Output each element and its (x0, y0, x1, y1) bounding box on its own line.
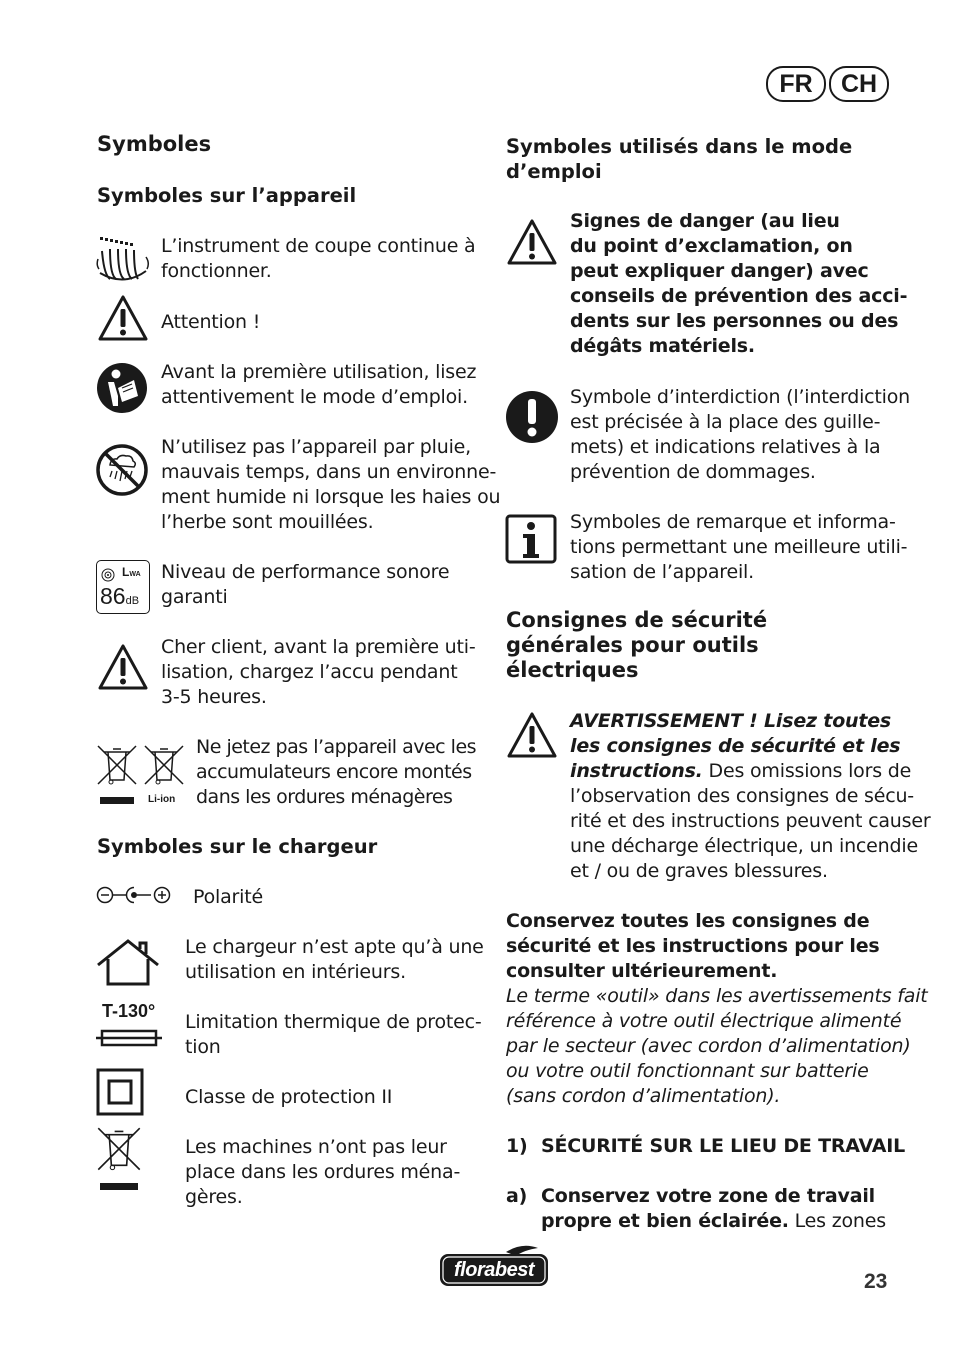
warning-triangle-icon (506, 711, 558, 759)
weee-battery-icon (96, 744, 188, 808)
lang-badge-fr: FR (766, 66, 826, 102)
section-title: Symboles (97, 132, 212, 156)
polarity-icon (96, 884, 176, 906)
charger-item-3-text: Limitation thermique de protec- tion (185, 1011, 482, 1058)
item-a-text: a) Conservez votre zone de travail propre et bien éclairée. Les zones (506, 1185, 886, 1232)
weee-icon (96, 1126, 144, 1192)
prohibition-symbol-text: Symbole d’interdiction (l’interdiction est précisée à la place des guille- mets) et indications relatives à la prévention de dommages. (570, 386, 911, 483)
device-symbols-heading: Symboles sur l’appareil (97, 184, 357, 207)
term-definition-text: Le terme «outil» dans les avertissements fait référence à votre outil électrique alimenté par le secteur (avec cordon d’alimentation) ou votre outil fonctionnant sur batterie (sans cordon d’alimentation). (506, 985, 928, 1107)
device-item-6-text: Cher client, avant la première uti- lisation, chargez l’accu pendant 3-5 heures. (161, 636, 476, 708)
device-item-5-text: Niveau de performance sonore garanti (161, 561, 450, 608)
page-number: 23 (864, 1270, 888, 1293)
info-symbol-text: Symboles de remarque et informa- tions permettant une meilleure utili- sation de l’appareil. (570, 511, 908, 583)
warning-triangle-icon (97, 294, 149, 342)
cutting-blade-icon (96, 235, 152, 287)
thermal-fuse-label: T-130° (102, 1001, 156, 1021)
protection-class-2-icon (96, 1068, 144, 1116)
section-1-heading: 1) SÉCURITÉ SUR LE LIEU DE TRAVAIL (506, 1135, 906, 1157)
manual-symbols-heading: Symboles utilisés dans le mode d’emploi (506, 135, 853, 183)
warning-triangle-icon (97, 643, 149, 691)
device-item-7-text: Ne jetez pas l’appareil avec les accumulateurs encore montés dans les ordures ménagères (196, 736, 477, 808)
lang-badge-ch: CH (829, 66, 889, 102)
danger-symbol-text: Signes de danger (au lieu du point d’exclamation, on peut expliquer danger) avec conseils de prévention des acci- dents sur les personnes ou des dégâts matériels. (570, 210, 908, 357)
read-manual-icon (96, 362, 148, 414)
charger-item-1-text: Polarité (193, 886, 263, 908)
device-item-4-text: N’utilisez pas l’appareil par pluie, mauvais temps, dans un environne- ment humide ni lorsque les haies ou l’herbe sont mouillées. (161, 436, 501, 533)
device-item-2-text: Attention ! (161, 311, 261, 333)
indoor-house-icon (96, 937, 160, 987)
brand-logo: florabest (438, 1244, 550, 1288)
safety-heading: Consignes de sécurité générales pour outils électriques (506, 608, 768, 682)
prohibition-icon (506, 391, 558, 443)
charger-item-5-text: Les machines n’ont pas leur place dans les ordures ména- gères. (185, 1136, 461, 1208)
liion-label: Li-ion (148, 794, 176, 805)
sound-level-icon: LWA 86dB (96, 560, 150, 614)
charger-item-2-text: Le chargeur n’est apte qu’à une utilisation en intérieurs. (185, 936, 484, 983)
warning-text: AVERTISSEMENT ! Lisez toutes les consignes de sécurité et les instructions. Des omissions lors de l’observation des consignes de sécu- rité et des instructions peuvent causer une décharge électrique, un incendie et / ou de graves blessures. (570, 710, 931, 882)
charger-symbols-heading: Symboles sur le chargeur (97, 835, 378, 858)
device-item-3-text: Avant la première utilisation, lisez attentivement le mode d’emploi. (161, 361, 477, 408)
keep-instructions-text: Conservez toutes les consignes de sécurité et les instructions pour les consulter ultérieurement. (506, 910, 880, 982)
charger-item-4-text: Classe de protection II (185, 1086, 393, 1108)
danger-triangle-icon (506, 218, 558, 266)
device-item-1-text: L’instrument de coupe continue à fonctionner. (161, 235, 476, 282)
info-icon (505, 514, 557, 564)
thermal-fuse-icon (96, 1028, 162, 1050)
no-rain-icon (95, 443, 149, 497)
